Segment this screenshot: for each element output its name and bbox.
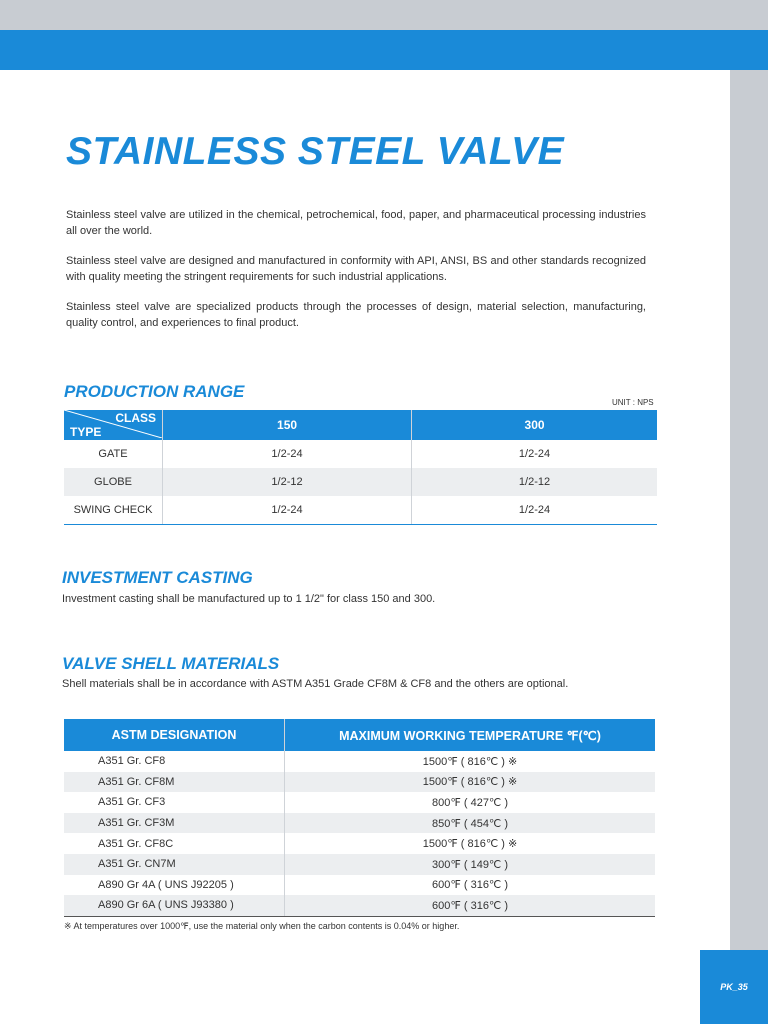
astm-designation: A351 Gr. CF8 xyxy=(98,755,166,768)
investment-casting-text: Investment casting shall be manufactured up to 1 1/2" for class 150 and 300. xyxy=(62,593,436,605)
valve-shell-heading: VALVE SHELL MATERIALS xyxy=(62,654,280,673)
column-header-150: 150 xyxy=(163,410,412,440)
valve-type: GLOBE xyxy=(64,468,163,496)
table-row xyxy=(64,496,657,525)
astm-designation: A351 Gr. CF3M xyxy=(64,813,285,834)
table-row xyxy=(64,751,655,772)
production-range-heading: PRODUCTION RANGE xyxy=(64,382,245,401)
range-300: 1/2-12 xyxy=(412,468,657,496)
range-150: 1/2-12 xyxy=(163,468,412,496)
table-row xyxy=(64,875,655,896)
max-temperature: 600℉ ( 316℃ ) xyxy=(285,895,656,916)
max-temperature: 300℉ ( 149℃ ) xyxy=(285,854,656,875)
table-row xyxy=(64,792,655,813)
valve-type: GATE xyxy=(98,448,128,460)
table-row xyxy=(64,854,655,875)
column-header-300: 300 xyxy=(412,410,657,440)
valve-type: SWING CHECK xyxy=(64,496,163,525)
top-blue-band xyxy=(0,30,768,70)
header-divider xyxy=(0,70,730,76)
astm-designation: A351 Gr. CN7M xyxy=(64,854,285,875)
unit-label: UNIT : NPS xyxy=(612,398,654,407)
temperature-header: MAXIMUM WORKING TEMPERATURE ℉(℃) xyxy=(285,719,656,751)
range-150: 1/2-24 xyxy=(163,496,412,525)
range-150: 1/2-24 xyxy=(163,440,412,468)
max-temperature: 800℉ ( 427℃ ) xyxy=(285,792,656,813)
range-300: 1/2-24 xyxy=(412,440,657,468)
class-type-header xyxy=(64,410,163,440)
temperature-footnote: ※ At temperatures over 1000℉, use the material only when the carbon contents is 0.04% or higher. xyxy=(64,921,460,931)
intro-paragraph: Stainless steel valve are utilized in the chemical, petrochemical, food, paper, and pharmaceutical processing industries all over the world. xyxy=(66,209,646,237)
type-label: TYPE xyxy=(70,425,102,439)
max-temperature: 850℉ ( 454℃ ) xyxy=(285,813,656,834)
range-300: 1/2-24 xyxy=(412,496,657,525)
page-number-badge: PK_35 xyxy=(700,950,768,1024)
max-temperature: 600℉ ( 316℃ ) xyxy=(285,875,656,896)
table-row xyxy=(64,468,657,496)
valve-shell-text: Shell materials shall be in accordance with ASTM A351 Grade CF8M & CF8 and the others are optional. xyxy=(62,678,569,690)
max-temperature: 1500℉ ( 816℃ ) ※ xyxy=(285,751,656,772)
intro-paragraph: Stainless steel valve are specialized products through the processes of design, material selection, manufacturing, quality control, and experiences to final product. xyxy=(66,301,646,329)
top-gray-band xyxy=(0,0,768,30)
astm-designation: A351 Gr. CF3 xyxy=(98,796,166,809)
class-label: CLASS xyxy=(115,411,156,425)
astm-designation: A351 Gr. CF8M xyxy=(64,772,285,793)
astm-designation: A890 Gr 6A ( UNS J93380 ) xyxy=(64,895,285,916)
max-temperature: 1500℉ ( 816℃ ) ※ xyxy=(285,772,656,793)
table-row xyxy=(64,440,657,468)
table-row xyxy=(64,895,655,916)
production-range-table xyxy=(64,410,657,525)
table-header-row xyxy=(64,719,655,751)
table-row xyxy=(64,833,655,854)
investment-casting-heading: INVESTMENT CASTING xyxy=(62,568,253,587)
intro-paragraph: Stainless steel valve are designed and manufactured in conformity with API, ANSI, BS and other standards recognized with quality meeting the stringent requirements for such industrial applications. xyxy=(66,255,646,283)
designation-header: ASTM DESIGNATION xyxy=(64,719,285,751)
table-row xyxy=(64,772,655,793)
intro-text xyxy=(66,207,646,345)
astm-designation: A890 Gr 4A ( UNS J92205 ) xyxy=(98,878,234,891)
max-temperature: 1500℉ ( 816℃ ) ※ xyxy=(285,833,656,854)
right-gray-margin xyxy=(730,70,768,1024)
shell-materials-table xyxy=(64,719,655,917)
page-title: STAINLESS STEEL VALVE xyxy=(66,130,565,173)
table-row xyxy=(64,813,655,834)
astm-designation: A351 Gr. CF8C xyxy=(98,837,174,850)
table-header-row xyxy=(64,410,657,440)
